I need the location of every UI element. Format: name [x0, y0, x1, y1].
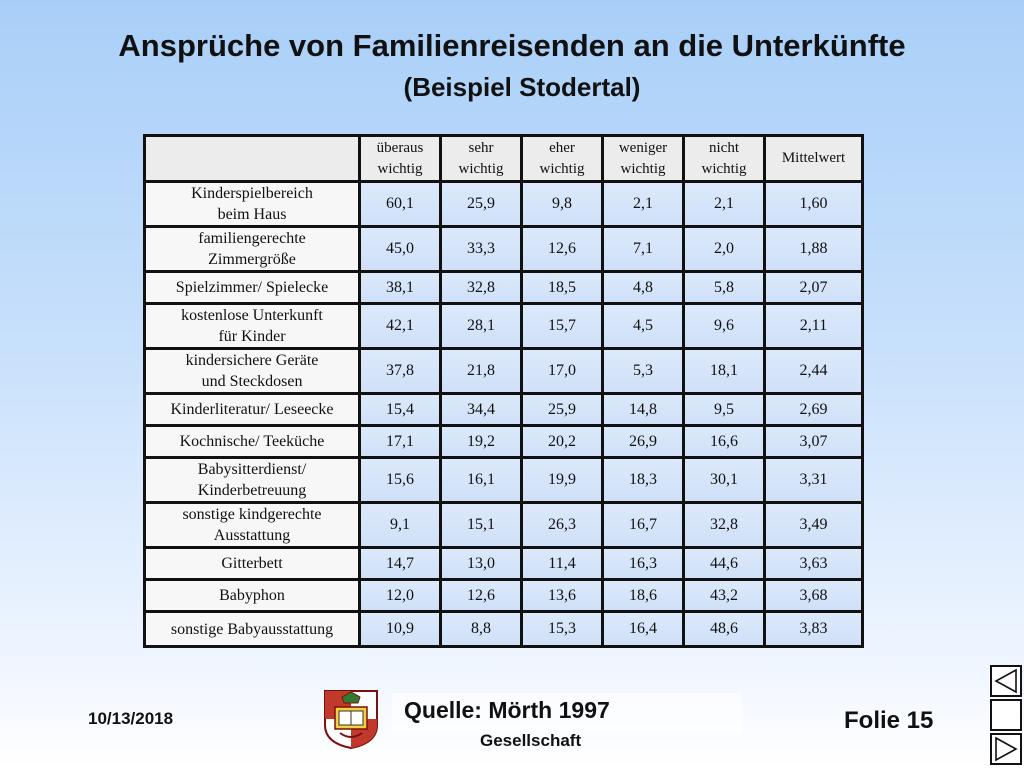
table-cell: 2,1	[685, 183, 766, 228]
table-cell: 60,1	[361, 183, 442, 228]
table-cell: 8,8	[442, 613, 523, 645]
column-header: weniger wichtig	[604, 137, 685, 183]
table-cell: 19,9	[523, 459, 604, 504]
table-cell: 16,4	[604, 613, 685, 645]
table-cell: 12,6	[523, 228, 604, 273]
coat-of-arms-icon	[322, 689, 380, 749]
table-cell: 13,6	[523, 581, 604, 613]
table-cell: 28,1	[442, 305, 523, 350]
table-row	[146, 613, 861, 645]
table-cell: 2,0	[685, 228, 766, 273]
table-cell: 7,1	[604, 228, 685, 273]
table-cell: 10,9	[361, 613, 442, 645]
table-header-row	[146, 137, 861, 183]
table-cell: 12,0	[361, 581, 442, 613]
table-row	[146, 183, 861, 228]
table-cell: 15,7	[523, 305, 604, 350]
table-row	[146, 581, 861, 613]
table-cell: 43,2	[685, 581, 766, 613]
table-cell: 2,07	[766, 273, 861, 305]
row-label: Spielzimmer/ Spielecke	[146, 273, 361, 305]
table-cell: 26,9	[604, 427, 685, 459]
table-cell: 16,3	[604, 549, 685, 581]
table-row	[146, 305, 861, 350]
row-label: sonstige kindgerechte Ausstattung	[146, 504, 361, 549]
table-cell: 33,3	[442, 228, 523, 273]
society-label: Gesellschaft	[480, 731, 582, 750]
table-cell: 11,4	[523, 549, 604, 581]
table-cell: 3,31	[766, 459, 861, 504]
table-cell: 32,8	[685, 504, 766, 549]
table-cell: 17,0	[523, 350, 604, 395]
table-cell: 14,8	[604, 395, 685, 427]
table-corner-cell	[146, 137, 361, 183]
row-label: Kinderliteratur/ Leseecke	[146, 395, 361, 427]
table-cell: 2,11	[766, 305, 861, 350]
table-cell: 17,1	[361, 427, 442, 459]
table-row	[146, 427, 861, 459]
table-cell: 9,8	[523, 183, 604, 228]
table-row	[146, 273, 861, 305]
table-cell: 34,4	[442, 395, 523, 427]
slide-number: Folie 15	[844, 707, 934, 734]
column-header: überaus wichtig	[361, 137, 442, 183]
table-row	[146, 459, 861, 504]
column-header: Mittelwert	[766, 137, 861, 183]
table-cell: 38,1	[361, 273, 442, 305]
row-label: Babysitterdienst/ Kinderbetreuung	[146, 459, 361, 504]
row-label: familiengerechte Zimmergröße	[146, 228, 361, 273]
row-label: Kochnische/ Teeküche	[146, 427, 361, 459]
previous-slide-icon[interactable]	[990, 665, 1022, 697]
row-label: Babyphon	[146, 581, 361, 613]
table-cell: 3,07	[766, 427, 861, 459]
column-header: sehr wichtig	[442, 137, 523, 183]
table-cell: 16,7	[604, 504, 685, 549]
table-cell: 4,5	[604, 305, 685, 350]
slide-title: Ansprüche von Familienreisenden an die Unterkünfte	[118, 28, 906, 63]
table-cell: 18,1	[685, 350, 766, 395]
table-cell: 15,1	[442, 504, 523, 549]
table-cell: 14,7	[361, 549, 442, 581]
table-cell: 26,3	[523, 504, 604, 549]
table-cell: 18,3	[604, 459, 685, 504]
table-row	[146, 228, 861, 273]
table-cell: 45,0	[361, 228, 442, 273]
data-table	[143, 134, 864, 648]
row-label: Kinderspielbereich beim Haus	[146, 183, 361, 228]
table-cell: 21,8	[442, 350, 523, 395]
table-row	[146, 549, 861, 581]
table-cell: 1,60	[766, 183, 861, 228]
table-row	[146, 504, 861, 549]
column-header: nicht wichtig	[685, 137, 766, 183]
table-cell: 30,1	[685, 459, 766, 504]
table-cell: 42,1	[361, 305, 442, 350]
table-cell: 2,69	[766, 395, 861, 427]
table-cell: 2,1	[604, 183, 685, 228]
table-cell: 37,8	[361, 350, 442, 395]
slide-menu-icon[interactable]	[990, 699, 1022, 731]
table-cell: 9,6	[685, 305, 766, 350]
row-label: kostenlose Unterkunft für Kinder	[146, 305, 361, 350]
table-cell: 19,2	[442, 427, 523, 459]
table-cell: 16,6	[685, 427, 766, 459]
table-cell: 16,1	[442, 459, 523, 504]
table-cell: 25,9	[442, 183, 523, 228]
table-cell: 25,9	[523, 395, 604, 427]
table-cell: 12,6	[442, 581, 523, 613]
table-cell: 3,63	[766, 549, 861, 581]
table-cell: 5,8	[685, 273, 766, 305]
next-slide-icon[interactable]	[990, 733, 1022, 765]
slide-subtitle: (Beispiel Stodertal)	[403, 72, 641, 102]
table-row	[146, 395, 861, 427]
table-cell: 9,1	[361, 504, 442, 549]
row-label: kindersichere Geräte und Steckdosen	[146, 350, 361, 395]
table-row	[146, 350, 861, 395]
footer-date: 10/13/2018	[88, 709, 174, 728]
table-cell: 3,68	[766, 581, 861, 613]
table-cell: 5,3	[604, 350, 685, 395]
source-citation: Quelle: Mörth 1997	[404, 697, 610, 723]
table-cell: 18,5	[523, 273, 604, 305]
table-cell: 15,3	[523, 613, 604, 645]
table-cell: 44,6	[685, 549, 766, 581]
table-cell: 20,2	[523, 427, 604, 459]
table-cell: 18,6	[604, 581, 685, 613]
row-label: Gitterbett	[146, 549, 361, 581]
table-cell: 15,6	[361, 459, 442, 504]
table-cell: 13,0	[442, 549, 523, 581]
row-label: sonstige Babyausstattung	[146, 613, 361, 645]
table-cell: 2,44	[766, 350, 861, 395]
table-cell: 15,4	[361, 395, 442, 427]
column-header: eher wichtig	[523, 137, 604, 183]
table-cell: 3,49	[766, 504, 861, 549]
table-cell: 3,83	[766, 613, 861, 645]
table-cell: 4,8	[604, 273, 685, 305]
table-cell: 9,5	[685, 395, 766, 427]
table-cell: 48,6	[685, 613, 766, 645]
table-cell: 1,88	[766, 228, 861, 273]
table-cell: 32,8	[442, 273, 523, 305]
